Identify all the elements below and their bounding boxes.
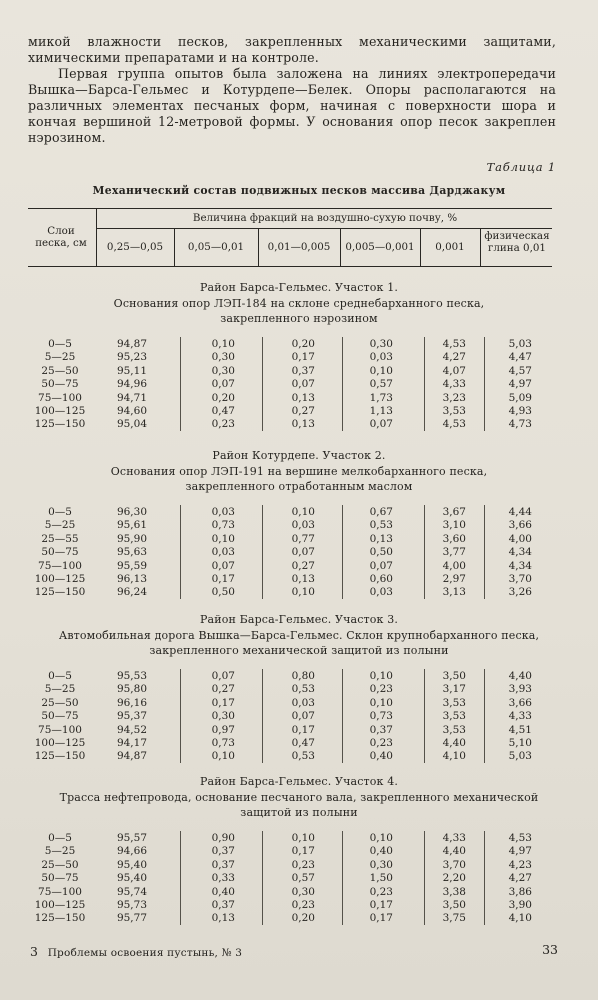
column-separator bbox=[180, 337, 181, 431]
layer-depth-cell: 125—150 bbox=[34, 912, 86, 925]
fraction-value-cell: 4,40 bbox=[442, 845, 466, 858]
fraction-value-cell: 3,53 bbox=[442, 405, 466, 417]
layer-depth-cell: 5—25 bbox=[44, 519, 76, 532]
fraction-value-cell: 0,07 bbox=[291, 710, 315, 723]
table-row bbox=[0, 683, 598, 695]
section-title-line: Район Барса-Гельмес. Участок 4. bbox=[199, 775, 398, 788]
section-title-line: Район Барса-Гельмес. Участок 3. bbox=[199, 613, 398, 626]
column-separator bbox=[424, 669, 425, 763]
fraction-value-cell: 4,73 bbox=[508, 418, 532, 431]
section-title-line: закрепленного механической защитой из полыни bbox=[149, 644, 449, 657]
fraction-value-cell: 3,70 bbox=[508, 573, 532, 585]
fraction-value-cell: 3,70 bbox=[442, 858, 466, 871]
fraction-value-cell: 0,57 bbox=[369, 378, 393, 391]
fraction-value-cell: 0,10 bbox=[291, 586, 315, 599]
fraction-value-cell: 94,87 bbox=[116, 338, 147, 350]
fraction-value-cell: 0,37 bbox=[291, 364, 315, 377]
fraction-value-cell: 0,07 bbox=[369, 418, 393, 431]
layer-depth-cell: 125—150 bbox=[34, 418, 86, 431]
section-title-line: Автомобильная дорога Вышка—Барса-Гельмес. Склон крупнобарханного песка, bbox=[58, 628, 540, 642]
table-row bbox=[0, 710, 598, 722]
fraction-value-cell: 4,53 bbox=[442, 418, 466, 431]
fraction-value-cell: 4,40 bbox=[442, 737, 466, 749]
header-col-5: 0,001 bbox=[435, 241, 465, 253]
fraction-value-cell: 0,17 bbox=[211, 696, 235, 709]
intro-paragraph-2: Первая группа опытов была заложена на линиях электропередачи Вышка—Барса-Гельмес и Котурдепе—Белек. Опоры располагаются на различных элементах песчаных форм, начиная с поверхности шора и кончая вершиной 12-метровой формы. У основания опор песок закреплен нэрозином. bbox=[28, 66, 556, 145]
fraction-value-cell: 0,53 bbox=[291, 683, 315, 696]
fraction-value-cell: 95,59 bbox=[116, 559, 147, 572]
fraction-value-cell: 2,97 bbox=[442, 573, 466, 585]
fraction-value-cell: 4,00 bbox=[442, 559, 466, 572]
column-separator bbox=[262, 337, 263, 431]
header-bottom-rule bbox=[28, 266, 552, 267]
layer-depth-cell: 100—125 bbox=[34, 573, 86, 585]
fraction-value-cell: 95,04 bbox=[116, 418, 147, 431]
fraction-value-cell: 4,97 bbox=[508, 845, 532, 858]
header-divider bbox=[420, 228, 421, 266]
fraction-value-cell: 0,27 bbox=[291, 405, 315, 417]
fraction-value-cell: 4,53 bbox=[508, 832, 532, 844]
fraction-value-cell: 0,40 bbox=[369, 750, 393, 763]
fraction-value-cell: 3,53 bbox=[442, 710, 466, 723]
fraction-value-cell: 95,57 bbox=[116, 832, 147, 844]
table-row bbox=[0, 560, 598, 572]
layer-depth-cell: 0—5 bbox=[48, 506, 72, 518]
column-separator bbox=[424, 831, 425, 925]
fraction-value-cell: 0,73 bbox=[369, 710, 393, 723]
fraction-value-cell: 0,17 bbox=[291, 845, 315, 858]
header-group-rule bbox=[96, 228, 552, 229]
fraction-value-cell: 3,93 bbox=[508, 683, 532, 696]
fraction-value-cell: 0,10 bbox=[211, 532, 235, 545]
fraction-value-cell: 94,52 bbox=[116, 723, 147, 736]
fraction-value-cell: 0,17 bbox=[291, 351, 315, 364]
header-layers: Слои песка, см bbox=[35, 225, 87, 249]
fraction-value-cell: 0,30 bbox=[211, 351, 235, 364]
column-separator bbox=[180, 505, 181, 599]
fraction-value-cell: 4,44 bbox=[508, 506, 532, 518]
layer-depth-cell: 50—75 bbox=[41, 378, 79, 391]
fraction-value-cell: 94,60 bbox=[116, 405, 147, 417]
fraction-value-cell: 0,10 bbox=[369, 364, 393, 377]
fraction-value-cell: 4,97 bbox=[508, 378, 532, 391]
fraction-value-cell: 0,03 bbox=[369, 586, 393, 599]
fraction-value-cell: 2,20 bbox=[442, 872, 466, 885]
fraction-value-cell: 95,40 bbox=[116, 858, 147, 871]
fraction-value-cell: 94,66 bbox=[116, 845, 147, 858]
column-separator bbox=[180, 669, 181, 763]
header-divider bbox=[174, 228, 175, 266]
section-title-line: Трасса нефтепровода, основание песчаного вала, закрепленного механической bbox=[59, 790, 539, 804]
layer-depth-cell: 75—100 bbox=[38, 559, 82, 572]
layer-depth-cell: 100—125 bbox=[34, 899, 86, 911]
column-separator bbox=[424, 337, 425, 431]
column-separator bbox=[484, 831, 485, 925]
column-separator bbox=[342, 337, 343, 431]
fraction-value-cell: 0,17 bbox=[291, 723, 315, 736]
layer-depth-cell: 50—75 bbox=[41, 546, 79, 559]
table-row bbox=[0, 519, 598, 531]
table-title: Механический состав подвижных песков массива Дарджакум bbox=[92, 184, 506, 197]
fraction-value-cell: 0,60 bbox=[369, 573, 393, 585]
fraction-value-cell: 0,77 bbox=[291, 532, 315, 545]
fraction-value-cell: 0,90 bbox=[211, 832, 235, 844]
fraction-value-cell: 0,33 bbox=[211, 872, 235, 885]
fraction-value-cell: 0,03 bbox=[211, 506, 235, 518]
fraction-value-cell: 4,23 bbox=[508, 858, 532, 871]
fraction-value-cell: 5,09 bbox=[508, 391, 532, 404]
fraction-value-cell: 1,50 bbox=[369, 872, 393, 885]
fraction-value-cell: 0,20 bbox=[291, 338, 315, 350]
fraction-value-cell: 3,53 bbox=[442, 723, 466, 736]
fraction-value-cell: 4,51 bbox=[508, 723, 532, 736]
fraction-value-cell: 0,07 bbox=[291, 378, 315, 391]
fraction-value-cell: 0,30 bbox=[369, 858, 393, 871]
column-separator bbox=[484, 669, 485, 763]
layer-depth-cell: 75—100 bbox=[38, 723, 82, 736]
column-separator bbox=[424, 505, 425, 599]
intro-paragraph-1: микой влажности песков, закрепленных механическими защитами, химическими препаратами и на контроле. bbox=[28, 34, 556, 65]
table-row bbox=[0, 912, 598, 924]
fraction-value-cell: 3,66 bbox=[508, 696, 532, 709]
column-separator bbox=[262, 505, 263, 599]
fraction-value-cell: 0,73 bbox=[211, 737, 235, 749]
header-divider bbox=[96, 208, 97, 266]
column-separator bbox=[262, 669, 263, 763]
fraction-value-cell: 0,07 bbox=[369, 559, 393, 572]
fraction-value-cell: 96,24 bbox=[116, 586, 147, 599]
layer-depth-cell: 25—50 bbox=[41, 364, 79, 377]
fraction-value-cell: 95,61 bbox=[116, 519, 147, 532]
table-row bbox=[0, 533, 598, 545]
column-separator bbox=[342, 669, 343, 763]
fraction-value-cell: 0,23 bbox=[211, 418, 235, 431]
table-row bbox=[0, 546, 598, 558]
fraction-value-cell: 4,40 bbox=[508, 670, 532, 682]
column-separator bbox=[342, 505, 343, 599]
fraction-value-cell: 4,34 bbox=[508, 559, 532, 572]
fraction-value-cell: 95,74 bbox=[116, 885, 147, 898]
fraction-value-cell: 0,13 bbox=[211, 912, 235, 925]
fraction-value-cell: 0,37 bbox=[211, 899, 235, 911]
layer-depth-cell: 25—50 bbox=[41, 858, 79, 871]
fraction-value-cell: 94,96 bbox=[116, 378, 147, 391]
fraction-value-cell: 5,10 bbox=[508, 737, 532, 749]
fraction-value-cell: 0,13 bbox=[291, 573, 315, 585]
fraction-value-cell: 94,17 bbox=[116, 737, 147, 749]
fraction-value-cell: 0,23 bbox=[291, 858, 315, 871]
layer-depth-cell: 0—5 bbox=[48, 338, 72, 350]
intro-text bbox=[28, 34, 556, 146]
fraction-value-cell: 0,10 bbox=[211, 750, 235, 763]
fraction-value-cell: 0,50 bbox=[211, 586, 235, 599]
fraction-value-cell: 95,77 bbox=[116, 912, 147, 925]
table-row bbox=[0, 845, 598, 857]
section-title-line: Основания опор ЛЭП-184 на склоне среднебарханного песка, bbox=[113, 296, 485, 310]
header-divider bbox=[480, 228, 481, 266]
table-row bbox=[0, 351, 598, 363]
table-row bbox=[0, 573, 598, 585]
fraction-value-cell: 0,10 bbox=[211, 338, 235, 350]
fraction-value-cell: 0,30 bbox=[291, 885, 315, 898]
fraction-value-cell: 0,20 bbox=[291, 912, 315, 925]
fraction-value-cell: 0,53 bbox=[291, 750, 315, 763]
fraction-value-cell: 0,03 bbox=[291, 519, 315, 532]
table-row bbox=[0, 405, 598, 417]
fraction-value-cell: 4,47 bbox=[508, 351, 532, 364]
fraction-value-cell: 0,20 bbox=[211, 391, 235, 404]
table-row bbox=[0, 697, 598, 709]
header-fraction-group: Величина фракций на воздушно-сухую почву, % bbox=[192, 212, 458, 224]
layer-depth-cell: 50—75 bbox=[41, 872, 79, 885]
fraction-value-cell: 0,23 bbox=[291, 899, 315, 911]
column-separator bbox=[180, 831, 181, 925]
column-separator bbox=[262, 831, 263, 925]
fraction-value-cell: 0,47 bbox=[211, 405, 235, 417]
fraction-value-cell: 3,26 bbox=[508, 586, 532, 599]
fraction-value-cell: 4,07 bbox=[442, 364, 466, 377]
table-label: Таблица 1 bbox=[486, 160, 556, 174]
header-divider bbox=[340, 228, 341, 266]
fraction-value-cell: 0,10 bbox=[369, 696, 393, 709]
table-row bbox=[0, 737, 598, 749]
fraction-value-cell: 0,50 bbox=[369, 546, 393, 559]
fraction-value-cell: 0,37 bbox=[211, 845, 235, 858]
fraction-value-cell: 4,27 bbox=[508, 872, 532, 885]
fraction-value-cell: 3,90 bbox=[508, 899, 532, 911]
fraction-value-cell: 0,10 bbox=[369, 670, 393, 682]
fraction-value-cell: 0,07 bbox=[211, 378, 235, 391]
fraction-value-cell: 0,27 bbox=[211, 683, 235, 696]
fraction-value-cell: 0,37 bbox=[211, 858, 235, 871]
fraction-value-cell: 95,90 bbox=[116, 532, 147, 545]
fraction-value-cell: 3,66 bbox=[508, 519, 532, 532]
signature-mark: 3 bbox=[30, 944, 39, 959]
fraction-value-cell: 0,07 bbox=[211, 559, 235, 572]
column-separator bbox=[342, 831, 343, 925]
fraction-value-cell: 4,53 bbox=[442, 338, 466, 350]
layer-depth-cell: 0—5 bbox=[48, 670, 72, 682]
layer-depth-cell: 100—125 bbox=[34, 737, 86, 749]
table-row bbox=[0, 586, 598, 598]
fraction-value-cell: 3,67 bbox=[442, 506, 466, 518]
fraction-value-cell: 0,13 bbox=[291, 418, 315, 431]
fraction-value-cell: 0,80 bbox=[291, 670, 315, 682]
header-col-6: физическая глина 0,01 bbox=[484, 230, 550, 254]
table-top-rule bbox=[28, 208, 552, 209]
fraction-value-cell: 4,33 bbox=[442, 832, 466, 844]
page-number: 33 bbox=[542, 942, 558, 957]
fraction-value-cell: 95,11 bbox=[116, 364, 147, 377]
fraction-value-cell: 0,07 bbox=[211, 670, 235, 682]
fraction-value-cell: 0,30 bbox=[211, 364, 235, 377]
fraction-value-cell: 4,93 bbox=[508, 405, 532, 417]
fraction-value-cell: 3,75 bbox=[442, 912, 466, 925]
fraction-value-cell: 4,10 bbox=[508, 912, 532, 925]
fraction-value-cell: 4,00 bbox=[508, 532, 532, 545]
table-row bbox=[0, 338, 598, 350]
layer-depth-cell: 75—100 bbox=[38, 885, 82, 898]
table-row bbox=[0, 872, 598, 884]
fraction-value-cell: 95,40 bbox=[116, 872, 147, 885]
section-title-line: закрепленного нэрозином bbox=[220, 312, 378, 325]
fraction-value-cell: 3,13 bbox=[442, 586, 466, 599]
fraction-value-cell: 0,03 bbox=[291, 696, 315, 709]
table-row bbox=[0, 365, 598, 377]
layer-depth-cell: 75—100 bbox=[38, 391, 82, 404]
fraction-value-cell: 3,50 bbox=[442, 899, 466, 911]
fraction-value-cell: 1,13 bbox=[369, 405, 393, 417]
table-row bbox=[0, 670, 598, 682]
fraction-value-cell: 0,67 bbox=[369, 506, 393, 518]
header-col-3: 0,01—0,005 bbox=[267, 241, 331, 253]
fraction-value-cell: 0,30 bbox=[211, 710, 235, 723]
table-row bbox=[0, 859, 598, 871]
table-row bbox=[0, 506, 598, 518]
table-row bbox=[0, 899, 598, 911]
layer-depth-cell: 100—125 bbox=[34, 405, 86, 417]
fraction-value-cell: 95,23 bbox=[116, 351, 147, 364]
table-row bbox=[0, 886, 598, 898]
fraction-value-cell: 3,77 bbox=[442, 546, 466, 559]
column-separator bbox=[484, 337, 485, 431]
fraction-value-cell: 95,80 bbox=[116, 683, 147, 696]
fraction-value-cell: 4,34 bbox=[508, 546, 532, 559]
fraction-value-cell: 0,30 bbox=[369, 338, 393, 350]
fraction-value-cell: 3,50 bbox=[442, 670, 466, 682]
header-col-2: 0,05—0,01 bbox=[187, 241, 245, 253]
fraction-value-cell: 0,07 bbox=[291, 546, 315, 559]
layer-depth-cell: 25—50 bbox=[41, 696, 79, 709]
fraction-value-cell: 95,53 bbox=[116, 670, 147, 682]
table-row bbox=[0, 378, 598, 390]
fraction-value-cell: 0,13 bbox=[369, 532, 393, 545]
section-title-line: Основания опор ЛЭП-191 на вершине мелкобарханного песка, bbox=[110, 464, 488, 478]
fraction-value-cell: 0,23 bbox=[369, 885, 393, 898]
fraction-value-cell: 4,57 bbox=[508, 364, 532, 377]
fraction-value-cell: 5,03 bbox=[508, 750, 532, 763]
fraction-value-cell: 3,53 bbox=[442, 696, 466, 709]
fraction-value-cell: 5,03 bbox=[508, 338, 532, 350]
layer-depth-cell: 0—5 bbox=[48, 832, 72, 844]
fraction-value-cell: 0,17 bbox=[369, 912, 393, 925]
fraction-value-cell: 0,73 bbox=[211, 519, 235, 532]
column-separator bbox=[484, 505, 485, 599]
fraction-value-cell: 4,33 bbox=[442, 378, 466, 391]
fraction-value-cell: 0,40 bbox=[369, 845, 393, 858]
fraction-value-cell: 0,37 bbox=[369, 723, 393, 736]
layer-depth-cell: 50—75 bbox=[41, 710, 79, 723]
fraction-value-cell: 0,57 bbox=[291, 872, 315, 885]
fraction-value-cell: 0,27 bbox=[291, 559, 315, 572]
section-title-line: Район Котурдепе. Участок 2. bbox=[212, 449, 386, 462]
table-row bbox=[0, 832, 598, 844]
section-title-line: Район Барса-Гельмес. Участок 1. bbox=[199, 281, 398, 294]
layer-depth-cell: 5—25 bbox=[44, 683, 76, 696]
fraction-value-cell: 0,03 bbox=[369, 351, 393, 364]
fraction-value-cell: 4,10 bbox=[442, 750, 466, 763]
fraction-value-cell: 3,10 bbox=[442, 519, 466, 532]
fraction-value-cell: 96,30 bbox=[116, 506, 147, 518]
fraction-value-cell: 0,17 bbox=[369, 899, 393, 911]
fraction-value-cell: 95,73 bbox=[116, 899, 147, 911]
layer-depth-cell: 5—25 bbox=[44, 351, 76, 364]
layer-depth-cell: 125—150 bbox=[34, 750, 86, 763]
fraction-value-cell: 0,10 bbox=[369, 832, 393, 844]
header-col-1: 0,25—0,05 bbox=[106, 241, 164, 253]
fraction-value-cell: 3,23 bbox=[442, 391, 466, 404]
header-divider bbox=[258, 228, 259, 266]
fraction-value-cell: 94,87 bbox=[116, 750, 147, 763]
section-title-line: защитой из полыни bbox=[240, 806, 358, 819]
layer-depth-cell: 25—55 bbox=[41, 532, 79, 545]
header-col-4: 0,005—0,001 bbox=[345, 241, 415, 253]
fraction-value-cell: 96,13 bbox=[116, 573, 147, 585]
fraction-value-cell: 0,03 bbox=[211, 546, 235, 559]
fraction-value-cell: 0,40 bbox=[211, 885, 235, 898]
table-row bbox=[0, 392, 598, 404]
fraction-value-cell: 0,10 bbox=[291, 832, 315, 844]
fraction-value-cell: 0,10 bbox=[291, 506, 315, 518]
fraction-value-cell: 0,13 bbox=[291, 391, 315, 404]
layer-depth-cell: 125—150 bbox=[34, 586, 86, 599]
fraction-value-cell: 0,23 bbox=[369, 683, 393, 696]
layer-depth-cell: 5—25 bbox=[44, 845, 76, 858]
fraction-value-cell: 3,86 bbox=[508, 885, 532, 898]
fraction-value-cell: 3,38 bbox=[442, 885, 466, 898]
fraction-value-cell: 94,71 bbox=[116, 391, 147, 404]
fraction-value-cell: 3,17 bbox=[442, 683, 466, 696]
fraction-value-cell: 96,16 bbox=[116, 696, 147, 709]
section-title-line: закрепленного отработанным маслом bbox=[185, 480, 413, 493]
fraction-value-cell: 0,53 bbox=[369, 519, 393, 532]
fraction-value-cell: 95,37 bbox=[116, 710, 147, 723]
fraction-value-cell: 95,63 bbox=[116, 546, 147, 559]
fraction-value-cell: 0,23 bbox=[369, 737, 393, 749]
fraction-value-cell: 1,73 bbox=[369, 391, 393, 404]
table-row bbox=[0, 750, 598, 762]
fraction-value-cell: 0,17 bbox=[211, 573, 235, 585]
fraction-value-cell: 3,60 bbox=[442, 532, 466, 545]
table-row bbox=[0, 724, 598, 736]
fraction-value-cell: 0,97 bbox=[211, 723, 235, 736]
table-row bbox=[0, 418, 598, 430]
fraction-value-cell: 0,47 bbox=[291, 737, 315, 749]
journal-title: Проблемы освоения пустынь, № 3 bbox=[47, 947, 243, 959]
page-footer bbox=[30, 944, 242, 959]
fraction-value-cell: 4,27 bbox=[442, 351, 466, 364]
fraction-value-cell: 4,33 bbox=[508, 710, 532, 723]
